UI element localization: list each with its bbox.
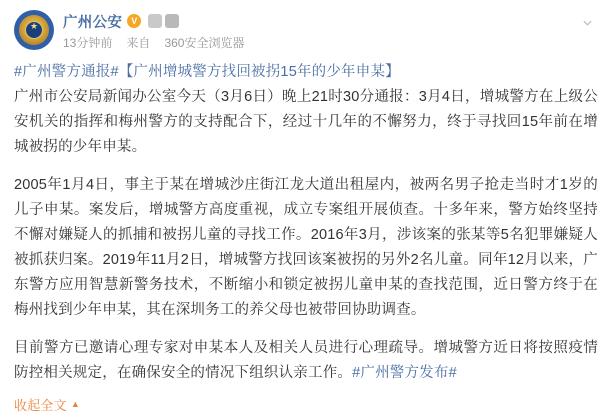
emblem-graphic bbox=[19, 15, 49, 45]
post-paragraph-3 bbox=[14, 336, 598, 386]
meta-space bbox=[156, 36, 159, 50]
topic-link-bottom[interactable]: #广州警方发布# bbox=[352, 365, 457, 381]
account-name[interactable]: 广州公安 bbox=[63, 14, 123, 31]
topic-link-top[interactable]: #广州警方通报# bbox=[14, 64, 119, 80]
collapse-text-label: 收起全文 bbox=[14, 398, 67, 413]
level-badge-icon[interactable] bbox=[148, 14, 162, 28]
meta-separator bbox=[118, 36, 121, 50]
post-content bbox=[14, 60, 598, 418]
verified-badge-icon: V bbox=[127, 14, 141, 28]
medal-badge-icon[interactable] bbox=[165, 14, 179, 28]
post-paragraph-3-text: 目前警方已邀请心理专家对申某本人及相关人员进行心理疏导。增城警方近日将按照疫情防控相关规定，在确保安全的情况下组织认亲工作。 bbox=[14, 340, 598, 381]
chevron-down-glyph bbox=[582, 17, 593, 28]
chevron-down-icon[interactable] bbox=[578, 16, 596, 34]
post-title-line bbox=[14, 60, 598, 85]
post-paragraph-1: 广州市公安局新闻办公室今天（3月6日）晚上21时30分通报：3月4日，增城警方在上级公安机关的指挥和梅州警方的支持配合下，经过十几年的不懈努力，终于寻找回15年前在增城被拐的少年申某。 bbox=[14, 89, 598, 155]
post-paragraph-2: 2005年1月4日，事主于某在增城沙庄街江龙大道出租屋内，被两名男子抢走当时才1岁的儿子申某。案发后，增城警方高度重视，成立专案组开展侦查。十多年来，警方始终坚持不懈对嫌疑人的抓捕和被拐儿童的寻找工作。2016年3月，涉该案的张某等5名犯罪嫌疑人被抓获归案。2019年11月2日，增城警方找回该案被拐的另外2名儿童。同年12月以来，广东警方应用智慧新警务技术，不断缩小和锁定被拐儿童申某的查找范围，近日警方终于在梅州找到少年申某，其在深圳务工的养父母也被带回协助调查。 bbox=[14, 177, 598, 318]
collapse-text-button[interactable] bbox=[14, 393, 598, 418]
avatar[interactable] bbox=[14, 10, 54, 50]
post-source[interactable]: 360安全浏览器 bbox=[164, 36, 245, 50]
post-time: 13分钟前 bbox=[63, 36, 113, 50]
post-source-prefix: 来自 bbox=[126, 36, 151, 50]
caret-up-icon: ▲ bbox=[70, 399, 80, 409]
post-header bbox=[14, 10, 598, 56]
account-name-row bbox=[63, 11, 598, 31]
post-headline[interactable]: 【广州增城警方找回被拐15年的少年申某】 bbox=[118, 64, 400, 80]
header-badges bbox=[148, 14, 179, 28]
post-meta bbox=[63, 35, 598, 51]
police-emblem-avatar[interactable] bbox=[14, 10, 54, 50]
header-main bbox=[63, 10, 598, 51]
